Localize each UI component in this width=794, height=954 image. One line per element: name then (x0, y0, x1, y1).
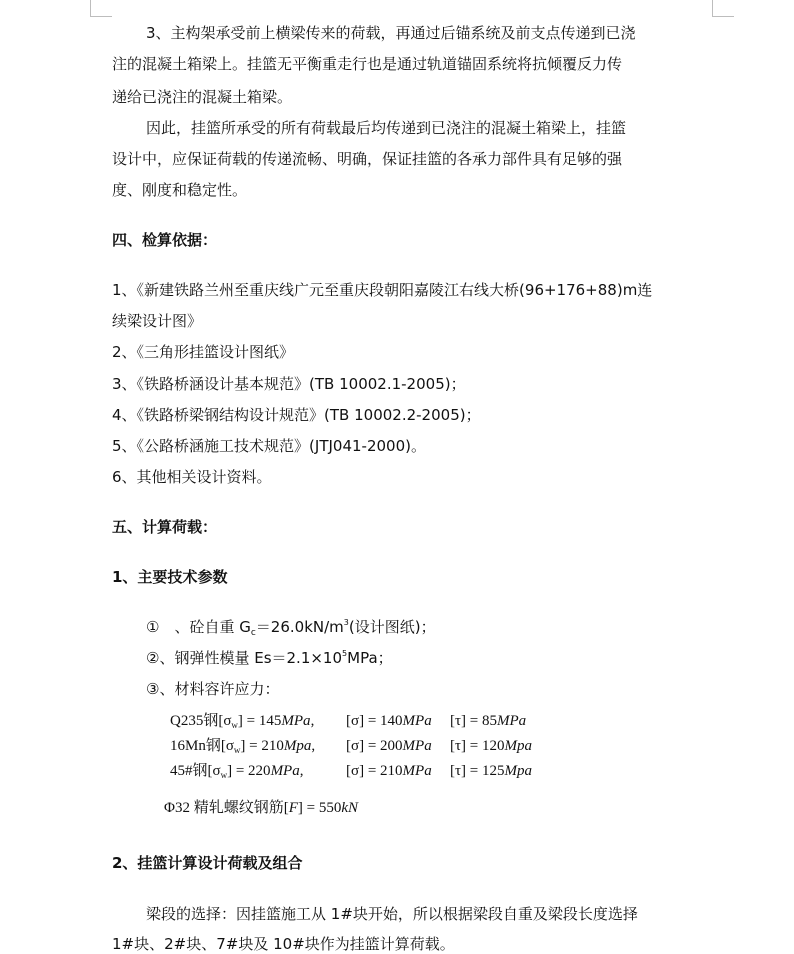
param-concrete-weight: ① 、砼自重 $G_c=26.0kN/m^3$(设计图纸)； (146, 618, 436, 638)
subsection-heading-1: 1、主要技术参数 (112, 568, 228, 586)
paragraph-line: 注的混凝土箱梁上。挂篮无平衡重走行也是通过轨道锚固系统将抗倾覆反力传 (112, 55, 623, 73)
reference-item: 3、《铁路桥涵设计基本规范》(TB 10002.1-2005)； (112, 375, 466, 393)
paragraph-line: 梁段的选择：因挂篮施工从 1#块开始，所以根据梁段自重及梁段长度选择 (146, 905, 638, 923)
section-heading-4: 四、检算依据： (112, 231, 218, 249)
formula-45: 45#钢[σw] = 220MPa, [σ] = 210MPa [τ] = 125Mpa (170, 763, 532, 780)
section-heading-5: 五、计算荷载： (112, 518, 218, 536)
margin-mark-left-v (90, 0, 91, 16)
margin-mark-left-h (90, 16, 112, 17)
paragraph-line: 因此，挂篮所承受的所有荷载最后均传递到已浇注的混凝土箱梁上，挂篮 (146, 119, 627, 137)
subsection-heading-2: 2、挂篮计算设计荷载及组合 (112, 854, 303, 872)
formula-rebar: Φ32 精轧螺纹钢筋[F] = 550kN (164, 800, 359, 816)
reference-item: 2、《三角形挂篮设计图纸》 (112, 343, 295, 361)
paragraph-line: 设计中，应保证荷载的传递流畅、明确，保证挂篮的各承力部件具有足够的强 (112, 150, 623, 168)
param-steel-modulus: ②、钢弹性模量 $Es=2.1\times 10^5MPa$； (146, 649, 393, 667)
reference-item: 4、《铁路桥梁钢结构设计规范》(TB 10002.2-2005)； (112, 406, 481, 424)
paragraph-line: 递给已浇注的混凝土箱梁。 (112, 88, 293, 106)
margin-mark-right-h (712, 16, 734, 17)
reference-item: 5、《公路桥涵施工技术规范》(JTJ041-2000)。 (112, 437, 426, 455)
reference-item: 续梁设计图》 (112, 312, 203, 330)
formula-q235: Q235钢[σw] = 145MPa, [σ] = 140MPa [τ] = 85MPa (170, 713, 527, 730)
paragraph-line: 度、刚度和稳定性。 (112, 181, 248, 199)
paragraph-line: 1#块、2#块、7#块及 10#块作为挂篮计算荷载。 (112, 935, 455, 953)
formula-16mn: 16Mn钢[σw] = 210Mpa, [σ] = 200MPa [τ] = 120Mpa (170, 738, 532, 755)
reference-item: 6、其他相关设计资料。 (112, 468, 272, 486)
margin-mark-right-v (712, 0, 713, 16)
paragraph-line: 3、主构架承受前上横梁传来的荷载，再通过后锚系统及前支点传递到已浇 (146, 24, 636, 42)
param-allowable-stress: ③、材料容许应力： (146, 680, 280, 698)
reference-item: 1、《新建铁路兰州至重庆线广元至重庆段朝阳嘉陵江右线大桥(96+176+88)m连 (112, 281, 653, 299)
